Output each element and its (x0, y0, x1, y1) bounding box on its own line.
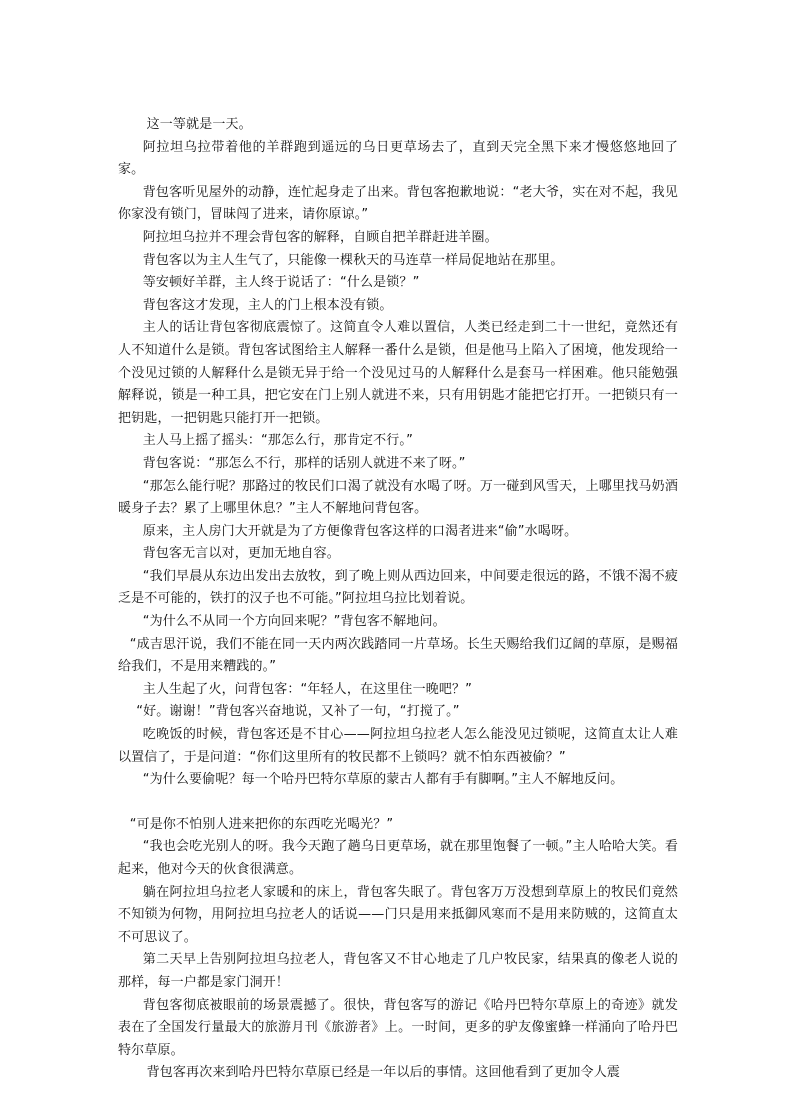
paragraph-14: “我们早晨从东边出发出去放牧，到了晚上则从西边回来，中间要走很远的路，不饿不渴不疲乏是不可能的，铁打的汉子也不可能。”阿拉坦乌拉比划着说。 (118, 568, 678, 607)
paragraph-26: 背包客再次来到哈丹巴特尔草原已经是一年以后的事情。这回他看到了更加令人震 (146, 1065, 620, 1081)
paragraph-23: 躺在阿拉坦乌拉老人家暖和的床上，背包客失眠了。背包客万万没想到草原上的牧民们竟然不知锁为何物，用阿拉坦乌拉老人的话说——门只是用来抵御风寒而不是用来防贼的，这简直太不可思议了。 (118, 884, 678, 945)
paragraph-9: 主人马上摇了摇头：“那怎么行，那肯定不行。” (142, 433, 413, 449)
paragraph-19: 吃晚饭的时候，背包客还是不甘心——阿拉坦乌拉老人怎么能没见过锁呢，这简直太让人难以置信了，于是问道：“你们这里所有的牧民都不上锁吗？就不怕东西被偷？” (118, 727, 678, 765)
paragraph-20: “为什么要偷呢？每一个哈丹巴特尔草原的蒙古人都有手有脚啊。”主人不解地反问。 (142, 772, 624, 788)
paragraph-15: “为什么不从同一个方向回来呢？”背包客不解地问。 (142, 614, 446, 630)
paragraph-18: “好。谢谢！”背包客兴奋地说，又补了一句，“打搅了。” (136, 704, 460, 720)
paragraph-17: 主人生起了火，问背包客：“年轻人，在这里住一晚吧？” (142, 681, 473, 697)
paragraph-25: 背包客彻底被眼前的场景震撼了。很快，背包客写的游记《哈丹巴特尔草原上的奇迹》就发表在了全国发行量最大的旅游月刊《旅游者》上。一时间，更多的驴友像蜜蜂一样涌向了哈丹巴特尔草原。 (118, 997, 678, 1058)
paragraph-22: “我也会吃光别人的呀。我今天跑了趟乌日更草场，就在那里饱餐了一顿。”主人哈哈大笑。看起来，他对今天的伙食很满意。 (118, 839, 678, 877)
paragraph-4: 阿拉坦乌拉并不理会背包客的解释，自顾自把羊群赶进羊圈。 (142, 229, 498, 245)
paragraph-8: 主人的话让背包客彻底震惊了。这简直令人难以置信，人类已经走到二十一世纪，竟然还有人不知道什么是锁。背包客试图给主人解释一番什么是锁，但是他马上陷入了困境，他发现给一个没见过锁的人解释什么是锁无异于给一个没见过马的人解释什么是套马一样困难。他只能勉强解释说，锁是一种工具，把它安在门上别人就进不来，只有用钥匙才能把它打开。一把锁只有一把钥匙，一把钥匙只能打开一把锁。 (118, 320, 678, 426)
document-page (118, 114, 678, 1085)
paragraph-5: 背包客以为主人生气了，只能像一棵秋天的马连草一样局促地站在那里。 (142, 252, 564, 268)
paragraph-1: 这一等就是一天。 (146, 117, 252, 132)
paragraph-3: 背包客听见屋外的动静，连忙起身走了出来。背包客抱歉地说：“老大爷，实在对不起，我见你家没有锁门，冒昧闯了进来，请你原谅。” (118, 184, 678, 223)
paragraph-16: “成吉思汗说，我们不能在同一天内两次践踏同一片草场。长生天赐给我们辽阔的草原，是赐福给我们，不是用来糟践的。” (118, 636, 678, 675)
paragraph-13: 背包客无言以对，更加无地自容。 (142, 546, 340, 562)
paragraph-2: 阿拉坦乌拉带着他的羊群跑到遥远的乌日更草场去了，直到天完全黑下来才慢悠悠地回了家。 (118, 139, 678, 178)
paragraph-6: 等安顿好羊群，主人终于说话了：“什么是锁？” (142, 275, 420, 291)
paragraph-10: 背包客说：“那怎么不行，那样的话别人就进不来了呀。” (142, 455, 466, 471)
paragraph-11: “那怎么能行呢？那路过的牧民们口渴了就没有水喝了呀。万一碰到风雪天，上哪里找马奶酒暖身子去？累了上哪里休息？”主人不解地问背包客。 (118, 478, 678, 517)
paragraph-21: “可是你不怕别人进来把你的东西吃光喝光？” (129, 816, 394, 832)
paragraph-12: 原来，主人房门大开就是为了方便像背包客这样的口渴者进来“偷”水喝呀。 (142, 523, 578, 539)
paragraph-24: 第二天早上告别阿拉坦乌拉老人，背包客又不甘心地走了几户牧民家，结果真的像老人说的那样，每一户都是家门洞开！ (118, 952, 678, 990)
paragraph-7: 背包客这才发现，主人的门上根本没有锁。 (142, 297, 393, 313)
paragraph-gap (118, 792, 678, 814)
